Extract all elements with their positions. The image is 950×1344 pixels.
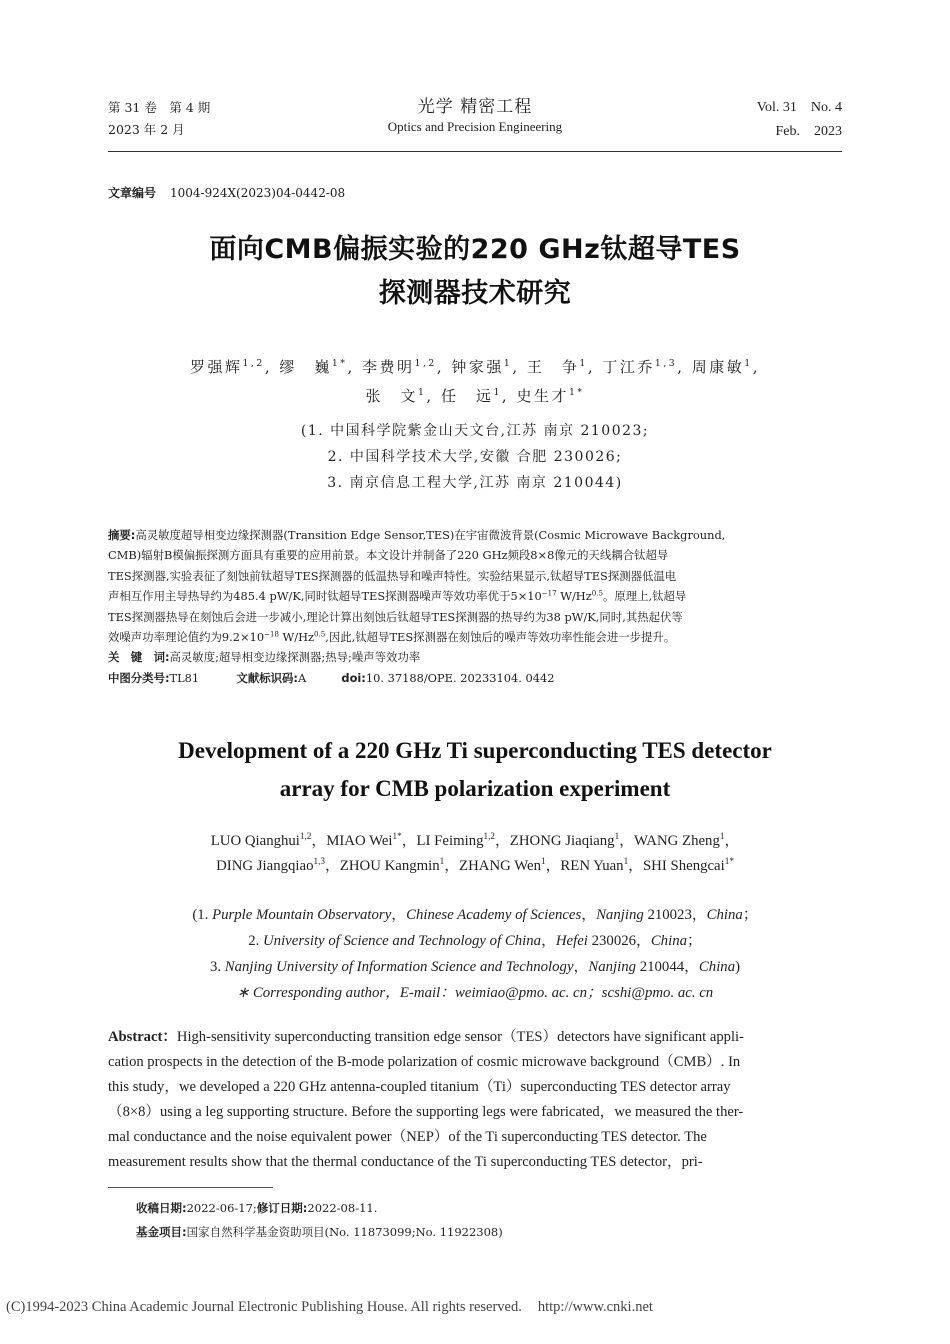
abstract-en-line: this study，we developed a 220 GHz antenna-coupled titanium（Ti）superconducting TES detector array	[108, 1079, 731, 1096]
author-cn: 张 文	[365, 387, 418, 405]
author-cn-aff: 1*	[568, 386, 585, 398]
aff-institution: University of Science and Technology of China	[262, 933, 542, 949]
copyright-text: (C)1994-2023 China Academic Journal Electronic Publishing House. All rights reserved.	[6, 1299, 522, 1315]
author-sep: ，	[324, 858, 340, 874]
received-value: 2022-06-17;	[186, 1201, 257, 1215]
author-sep: ,	[436, 358, 445, 376]
revised-value: 2022-08-11.	[307, 1201, 378, 1215]
title-cn-line1: 面向CMB偏振实验的220 GHz钛超导TES	[209, 234, 741, 265]
author-sep: ，	[724, 833, 740, 849]
article-number	[108, 184, 345, 202]
author-en: LUO Qianghui	[210, 833, 300, 849]
aff-institution: Chinese Academy of Sciences	[406, 907, 582, 923]
fund-label: 基金项目:	[136, 1225, 187, 1239]
article-number-value: 1004-924X(2023)04-0442-08	[170, 186, 346, 200]
author-sep: ,	[347, 358, 355, 376]
author-en: MIAO Wei	[326, 833, 393, 849]
author-en: ZHOU Kangmin	[339, 858, 440, 874]
aff-text: ，	[541, 933, 556, 949]
aff-text: 2.	[248, 933, 263, 949]
footnote-fund	[136, 1222, 503, 1242]
aff-text: ；	[687, 933, 702, 949]
author-en-aff: 1	[614, 831, 620, 842]
aff-text: (1.	[192, 907, 213, 923]
abstract-cn-line	[108, 586, 842, 606]
author-en: REN Yuan	[560, 858, 624, 874]
header-volume-issue: 第 31 卷 第 4 期	[108, 100, 211, 115]
authors-cn	[108, 355, 842, 409]
aff-text: 210044，	[636, 959, 699, 975]
abstract-cn-text: W/Hz	[278, 630, 315, 645]
abstract-cn-exponent: 0.5	[314, 629, 326, 639]
author-cn-aff: 1	[417, 386, 427, 398]
abstract-en-line: cation prospects in the detection of the B-mode polarization of cosmic microwave background（CMB）. In	[108, 1054, 741, 1071]
title-en-line2: array for CMB polarization experiment	[279, 776, 671, 801]
author-en-aff: 1	[719, 831, 725, 842]
doc-code-label: 文献标识码:	[236, 670, 298, 685]
header-rule	[108, 151, 842, 152]
aff-text: ；	[742, 907, 758, 923]
doi-value: 10. 37188/OPE. 20233104. 0442	[365, 670, 555, 685]
author-sep: ,	[426, 387, 434, 405]
abstract-en-line: mal conductance and the noise equivalent power（NEP）of the Ti superconducting TES detector. The	[108, 1129, 707, 1146]
header-volume-en: Vol. 31 No. 4	[756, 100, 842, 115]
abstract-en-line: （8×8）using a leg supporting structure. Before the supporting legs were fabricated，we measured the ther-	[108, 1104, 744, 1121]
author-cn-aff: 1	[493, 386, 502, 398]
aff-text: 3.	[209, 959, 225, 975]
authors-en	[108, 829, 842, 879]
fund-value: 国家自然科学基金资助项目(No. 11873099;No. 11922308)	[186, 1225, 503, 1239]
aff-text: ，	[573, 959, 589, 975]
author-cn-aff: 1,2	[242, 357, 265, 369]
affiliation-cn-3: 3. 南京信息工程大学,江苏 南京 210044)	[327, 475, 623, 491]
title-en-line1: Development of a 220 GHz Ti superconducting TES detector	[178, 738, 772, 763]
author-sep: ，	[444, 858, 460, 874]
authors-cn-line1	[108, 355, 842, 380]
author-en: WANG Zheng	[633, 833, 720, 849]
author-sep: ,	[512, 358, 520, 376]
abstract-cn-text: 。原理上,钛超导	[602, 589, 687, 604]
header-date-cn: 2023 年 2 月	[108, 122, 185, 137]
author-cn-aff: 1,2	[414, 357, 437, 369]
clc-value: TL81	[169, 670, 200, 685]
author-sep: ，	[401, 833, 417, 849]
aff-text: ，	[391, 907, 407, 923]
aff-text: ，	[581, 907, 597, 923]
author-cn-aff: 1,3	[654, 357, 678, 369]
author-cn: 史生才	[516, 387, 569, 405]
author-en-aff: 1	[439, 856, 445, 867]
affiliation-cn-2: 2. 中国科学技术大学,安徽 合肥 230026;	[327, 449, 623, 465]
abstract-cn-text: 声相互作用主导热导约为485.4 pW/K,同时钛超导TES探测器噪声等效功率优于5×10	[108, 589, 542, 604]
abstract-cn-line: CMB)辐射B模偏振探测方面具有重要的应用前景。本文设计并制备了220 GHz频段8×8像元的天线耦合钛超导	[108, 548, 669, 563]
author-sep: ,	[677, 358, 685, 376]
author-en: DING Jiangqiao	[216, 858, 314, 874]
header-journal-en: Optics and Precision Engineering	[387, 119, 563, 134]
abstract-cn-text: 效噪声功率理论值约为9.2×10	[108, 630, 265, 645]
aff-city: Nanjing	[588, 959, 637, 975]
author-sep: ,	[501, 387, 510, 405]
aff-text: )	[735, 959, 741, 975]
title-en	[108, 732, 842, 808]
abstract-cn-line	[108, 627, 842, 647]
author-en-aff: 1*	[724, 856, 734, 867]
clc-label: 中图分类号:	[108, 670, 170, 685]
author-cn: 钟家强	[451, 358, 504, 376]
author-cn-aff: 1*	[331, 357, 348, 369]
keywords-cn-label: 关 键 词:	[108, 650, 170, 665]
corresponding-author	[108, 980, 842, 1006]
received-label: 收稿日期:	[136, 1201, 187, 1215]
aff-country: China	[698, 959, 736, 975]
revised-label: 修订日期:	[256, 1201, 308, 1215]
cnki-link[interactable]: http://www.cnki.net	[537, 1299, 653, 1315]
header-date-en: Feb. 2023	[775, 124, 842, 139]
author-cn-aff: 1	[503, 357, 513, 369]
abstract-cn-label: 摘要:	[108, 528, 136, 542]
title-cn-line2: 探测器技术研究	[378, 278, 572, 309]
authors-en-line1	[108, 829, 842, 854]
author-cn-aff: 1	[744, 357, 753, 369]
author-en: ZHONG Jiaqiang	[509, 833, 615, 849]
abstract-en-line: High-sensitivity superconducting transition edge sensor（TES）detectors have significant appli-	[176, 1029, 744, 1045]
abstract-cn	[108, 525, 842, 688]
author-cn: 丁江乔	[602, 358, 655, 376]
abstract-cn-line: 高灵敏度超导相变边缘探测器(Transition Edge Sensor,TES)在宇宙微波背景(Cosmic Microwave Background,	[135, 528, 726, 542]
affiliation-en-1	[108, 902, 842, 928]
doc-code-value: A	[297, 670, 307, 685]
header-journal-cn: 光学 精密工程	[417, 97, 533, 117]
author-en: SHI Shengcai	[642, 858, 725, 874]
author-cn: 任 远	[440, 387, 494, 405]
abstract-cn-line: TES探测器热导在刻蚀后会进一步减小,理论计算出刻蚀后钛超导TES探测器的热导约为38 pW/K,同时,其热起伏等	[108, 609, 683, 624]
abstract-cn-text: ,因此,钛超导TES探测器在刻蚀后的噪声等效功率性能会进一步提升。	[325, 630, 676, 645]
footnote-dates	[136, 1198, 377, 1218]
abstract-en-line: measurement results show that the thermal conductance of the Ti superconducting TES detector，pri-	[108, 1154, 703, 1171]
author-en-aff: 1*	[392, 831, 402, 842]
corresponding-author-text: ∗ Corresponding author，E-mail：weimiao@pmo. ac. cn；scshi@pmo. ac. cn	[236, 985, 714, 1001]
affiliation-en-2	[108, 928, 842, 954]
footnote-rule	[108, 1187, 273, 1188]
title-cn	[108, 228, 842, 316]
author-sep: ，	[494, 833, 510, 849]
keywords-cn-value: 高灵敏度;超导相变边缘探测器;热导;噪声等效功率	[169, 650, 421, 665]
author-cn: 周康敏	[691, 358, 745, 376]
abstract-en	[108, 1025, 842, 1176]
author-cn: 缪 巍	[279, 358, 332, 376]
author-en-aff: 1,3	[313, 856, 325, 867]
doi-label: doi:	[341, 670, 366, 685]
author-en-aff: 1,2	[299, 831, 312, 842]
author-sep: ，	[311, 833, 327, 849]
aff-text: 230026，	[587, 933, 651, 949]
author-cn: 王 争	[526, 358, 580, 376]
keywords-cn	[108, 647, 842, 667]
author-sep: ,	[752, 358, 760, 376]
authors-cn-line2	[108, 384, 842, 409]
aff-institution: Nanjing University of Information Science and Technology	[224, 959, 574, 975]
authors-en-line2	[108, 854, 842, 879]
affiliations-cn	[108, 418, 842, 496]
author-en: LI Feiming	[416, 833, 484, 849]
abstract-cn-exponent: −17	[541, 588, 557, 598]
aff-city: Nanjing	[596, 907, 644, 923]
aff-institution: Purple Mountain Observatory	[212, 907, 392, 923]
author-en-aff: 1,2	[483, 831, 495, 842]
author-en-aff: 1	[623, 856, 629, 867]
author-cn: 罗强辉	[190, 358, 243, 376]
author-sep: ,	[587, 358, 596, 376]
aff-country: China	[706, 907, 743, 923]
abstract-cn-text: W/Hz	[556, 589, 592, 604]
author-en-aff: 1	[541, 856, 546, 867]
affiliation-en-3	[108, 954, 842, 980]
author-sep: ，	[545, 858, 561, 874]
author-cn-aff: 1	[579, 357, 588, 369]
abstract-cn-exponent: 0.5	[591, 588, 603, 598]
aff-text: 210023，	[643, 907, 707, 923]
affiliations-en	[108, 902, 842, 1006]
author-sep: ，	[619, 833, 634, 849]
author-sep: ，	[628, 858, 643, 874]
classification	[108, 668, 842, 688]
article-number-label: 文章编号	[108, 186, 157, 200]
affiliation-cn-1: (1. 中国科学院紫金山天文台,江苏 南京 210023;	[300, 423, 650, 439]
abstract-cn-line: TES探测器,实验表征了刻蚀前钛超导TES探测器的低温热导和噪声特性。实验结果显示,钛超导TES探测器低温电	[108, 568, 677, 583]
author-en: ZHANG Wen	[459, 858, 542, 874]
aff-country: China	[650, 933, 687, 949]
author-sep: ,	[264, 358, 273, 376]
abstract-cn-exponent: −18	[264, 629, 279, 639]
abstract-en-label: Abstract：	[108, 1029, 177, 1045]
aff-city: Hefei	[555, 933, 588, 949]
copyright-footer	[6, 1297, 653, 1317]
author-cn: 李费明	[362, 358, 415, 376]
